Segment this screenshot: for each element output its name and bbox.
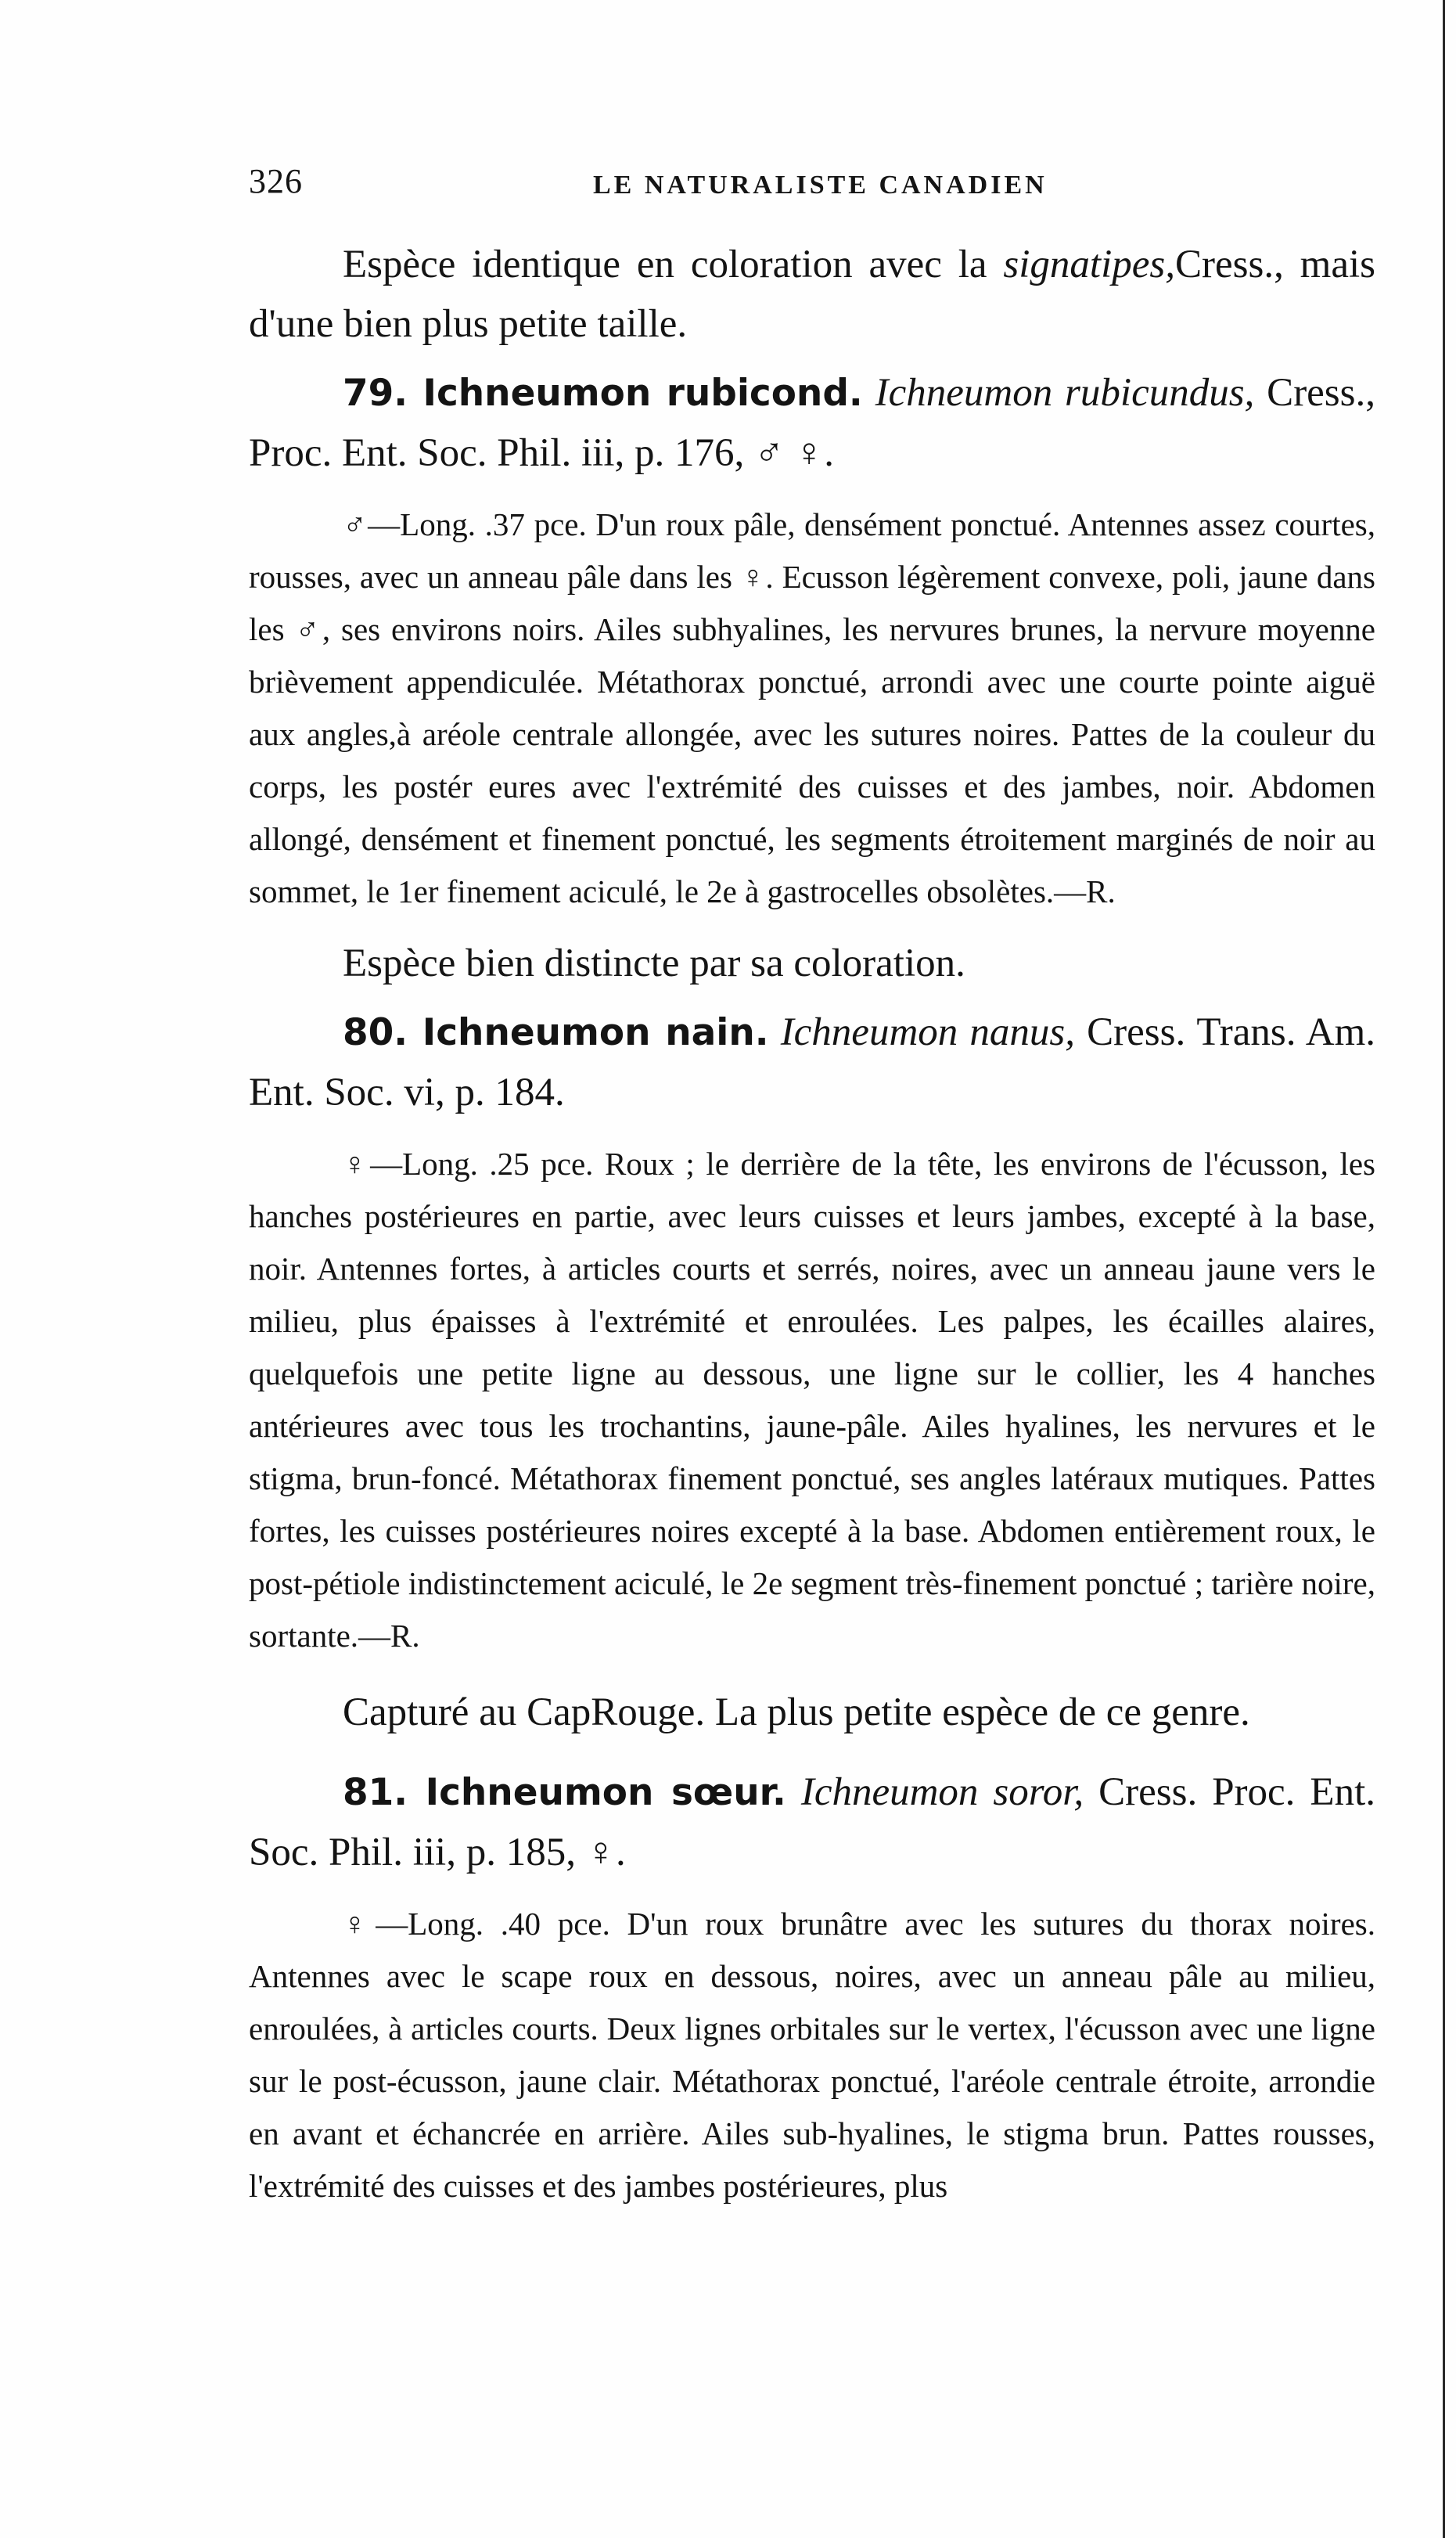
text-run: [786, 1770, 801, 1814]
text-run: Espèce bien distincte par sa coloration.: [343, 941, 965, 985]
text-run: ♀—Long. .40 pce. D'un roux brunâtre avec les sutures du thorax noires. Antennes avec le scape roux en dessous, noires, avec un anneau pâle au milieu, enroulées, à articles courts. Deux lignes orbitales sur le vertex, l'écusson avec une ligne sur le post-écusson, jaune clair. Métathorax ponctué, l'aréole centrale étroite, arrondie en avant et échancrée en arrière. Ailes sub-hyalines, le stigma brun. Pattes rousses, l'extrémité des cuisses et des jambes postérieures, plus: [249, 1906, 1375, 2204]
text-run: ♀—Long. .25 pce. Roux ; le derrière de la tête, les environs de l'écusson, les hanches postérieures en partie, avec leurs cuisses et leurs jambes, excepté à la base, noir. Antennes fortes, à articles courts et serrés, noires, avec un anneau jaune vers le milieu, plus épaisses à l'extrémité et enroulées. Les palpes, les écailles alaires, quelquefois une petite ligne au dessous, une ligne sur le collier, les 4 hanches antérieures avec tous les trochantins, jaune-pâle. Ailes hyalines, les nervures et le stigma, brun-foncé. Métathorax finement ponctué, ses angles latéraux mutiques. Pattes fortes, les cuisses postérieures noires excepté à la base. Abdomen entièrement roux, le post-pétiole indistinctement aciculé, le 2e segment très-finement ponctué ; tarière noire, sortante.—R.: [249, 1146, 1375, 1654]
species-79-heading: [249, 363, 1375, 483]
note-paragraph: [249, 235, 1375, 354]
note-paragraph: [249, 934, 1375, 993]
text-run: Cress., mais d'une bien plus petite taille.: [249, 243, 1376, 346]
species-80-description: [249, 1138, 1375, 1662]
page-edge-rule: [1443, 0, 1445, 2538]
species-81-heading: [249, 1762, 1375, 1882]
text-run: [769, 1010, 781, 1054]
text-run: Cress. Proc. Ent. Soc. Phil. iii, p. 185, ♀.: [249, 1770, 1375, 1874]
text-run: Cress. Trans. Am. Ent. Soc. vi, p. 184.: [249, 1010, 1376, 1114]
latin-name: Ichneumon rubicundus,: [875, 371, 1255, 415]
species-80-heading: [249, 1003, 1375, 1122]
journal-title: LE NATURALISTE CANADIEN: [593, 171, 1048, 200]
latin-name: Ichneumon soror,: [800, 1770, 1084, 1814]
species-title: 81. Ichneumon sœur.: [343, 1771, 786, 1814]
species-81-description: [249, 1898, 1375, 2212]
page-body: [249, 235, 1375, 2212]
species-79-description: [249, 499, 1375, 918]
text-run: ♂—Long. .37 pce. D'un roux pâle, densément ponctué. Antennes assez courtes, rousses, avec un anneau pâle dans les ♀. Ecusson légèrement convexe, poli, jaune dans les ♂, ses environs noirs. Ailes subhyalines, les nervures brunes, la nervure moyenne brièvement appendiculée. Métathorax ponctué, arrondi avec une courte pointe aiguë aux angles,à aréole centrale allongée, avec les sutures noires. Pattes de la couleur du corps, les postér eures avec l'extrémité des cuisses et des jambes, noir. Abdomen allongé, densément et finement ponctué, les segments étroitement marginés de noir au sommet, le 1er finement aciculé, le 2e à gastrocelles obsolètes.—R.: [249, 506, 1375, 909]
text-run: Cress., Proc. Ent. Soc. Phil. iii, p. 176, ♂ ♀.: [249, 371, 1376, 475]
species-title: 79. Ichneumon rubicond.: [343, 372, 863, 415]
text-run: Espèce identique en coloration avec la: [343, 243, 1004, 286]
note-paragraph: [249, 1683, 1375, 1742]
page-number: 326: [249, 162, 303, 200]
latin-name: Ichneumon nanus,: [780, 1010, 1075, 1054]
latin-name: signatipes,: [1003, 243, 1175, 286]
text-run: Capturé au CapRouge. La plus petite espèce de ce genre.: [343, 1690, 1250, 1734]
text-run: [863, 371, 875, 415]
species-title: 80. Ichneumon nain.: [343, 1011, 769, 1054]
running-head: [249, 161, 1125, 208]
